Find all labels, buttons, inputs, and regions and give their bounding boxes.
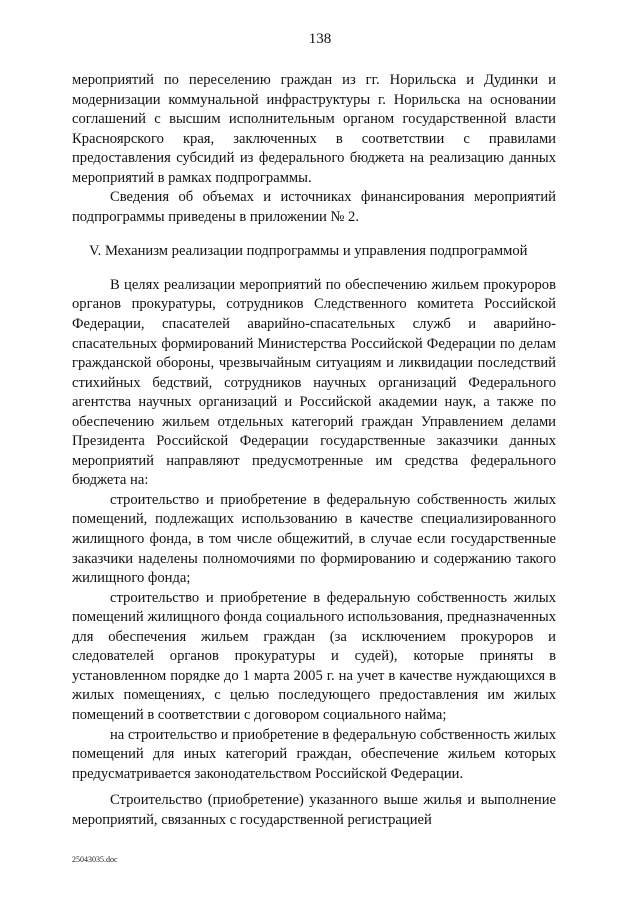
document-body <box>72 71 556 830</box>
paragraph-5: строительство и приобретение в федеральную собственность жилых помещений жилищного фонда социального использования, предназначенных для обеспечения жильем граждан (за исключением прокуроров и следователей органов прокуратуры и судей), которые приняты в установленном порядке до 1 марта 2005 г. на учет в качестве нуждающихся в жилых помещениях, с целью последующего предоставления им жилых помещений в соответствии с договором социального найма; <box>72 589 556 723</box>
paragraph-7: Строительство (приобретение) указанного выше жилья и выполнение мероприятий, связанных с государственной регистрацией <box>72 792 556 828</box>
footer-filename: 25043035.doc <box>72 855 118 864</box>
paragraph-3: В целях реализации мероприятий по обеспечению жильем прокуроров органов прокуратуры, сотрудников Следственного комитета Российской Федерации, спасателей аварийно-спасательных служб и аварийно-спасательных формирований Министерства Российской Федерации по делам гражданской обороны, чрезвычайным ситуациям и ликвидации последствий стихийных бедствий, сотрудников научных организаций Федерального агентства научных организаций и Российской академии наук, а также по обеспечению жильем отдельных категорий граждан Управлением делами Президента Российской Федерации государственные заказчики данных мероприятий направляют предусмотренные им средства федерального бюджета на: <box>72 276 556 489</box>
section-heading: V. Механизм реализации подпрограммы и управления подпрограммой <box>89 243 528 260</box>
paragraph-4: строительство и приобретение в федеральную собственность жилых помещений, подлежащих использованию в качестве специализированного жилищного фонда, в том числе общежитий, в случае если государственные заказчики наделены полномочиями по формированию и содержанию такого жилищного фонда; <box>72 491 556 587</box>
paragraph-1: мероприятий по переселению граждан из гг. Норильска и Дудинки и модернизации коммунальной инфраструктуры г. Норильска на основании соглашений с высшим исполнительным органом государственной власти Красноярского края, заключенных в соответствии с правилами предоставления субсидий из федерального бюджета на реализацию данных мероприятий в рамках подпрограммы. <box>72 72 556 186</box>
page-number: 138 <box>308 31 332 47</box>
paragraph-2: Сведения об объемах и источниках финансирования мероприятий подпрограммы приведены в приложении № 2. <box>72 189 556 225</box>
paragraph-6: на строительство и приобретение в федеральную собственность жилых помещений для иных категорий граждан, обеспечение жильем которых предусматривается законодательством Российской Федерации. <box>72 726 556 782</box>
